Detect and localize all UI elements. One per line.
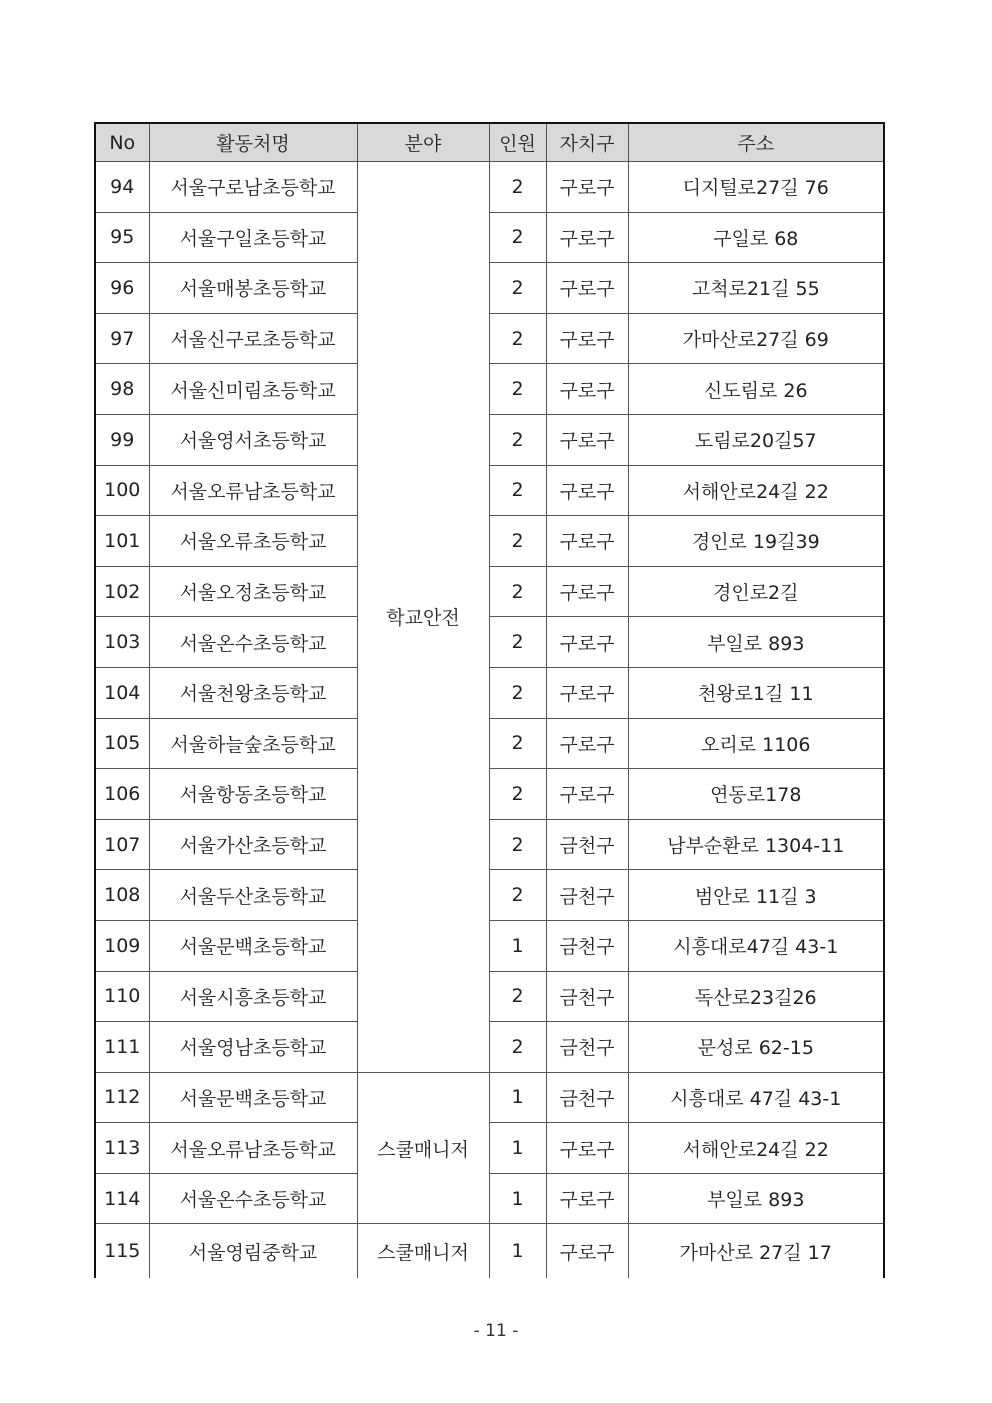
row-count: 2: [489, 465, 546, 516]
page-number: - 11 -: [473, 1321, 519, 1341]
row-district: 구로구: [546, 313, 628, 364]
row-district: 금천구: [546, 870, 628, 921]
row-count: 2: [489, 516, 546, 567]
row-name: 서울오류남초등학교: [149, 1123, 357, 1174]
header-field: 분야: [357, 123, 489, 162]
row-count: 2: [489, 1022, 546, 1073]
row-address: 독산로23길26: [628, 971, 884, 1022]
row-no: 97: [95, 313, 149, 364]
row-name: 서울구일초등학교: [149, 212, 357, 263]
row-count: 2: [489, 769, 546, 820]
row-name: 서울온수초등학교: [149, 617, 357, 668]
row-count: 2: [489, 667, 546, 718]
row-count: 2: [489, 617, 546, 668]
row-address: 도림로20길57: [628, 414, 884, 465]
row-field: 스쿨매니저: [357, 1072, 489, 1224]
row-name: 서울영남초등학교: [149, 1022, 357, 1073]
header-address: 주소: [628, 123, 884, 162]
row-district: 금천구: [546, 819, 628, 870]
row-no: 104: [95, 667, 149, 718]
row-no: 94: [95, 162, 149, 213]
row-district: 구로구: [546, 667, 628, 718]
row-count: 2: [489, 313, 546, 364]
row-address: 디지털로27길 76: [628, 162, 884, 213]
table-row: [95, 1173, 884, 1224]
row-no: 101: [95, 516, 149, 567]
row-field: 학교안전: [357, 162, 489, 1073]
row-address: 고척로21길 55: [628, 263, 884, 314]
row-no: 105: [95, 718, 149, 769]
table-row: [95, 971, 884, 1022]
row-name: 서울시흥초등학교: [149, 971, 357, 1022]
row-district: 구로구: [546, 769, 628, 820]
row-name: 서울가산초등학교: [149, 819, 357, 870]
row-address: 가마산로27길 69: [628, 313, 884, 364]
row-district: 구로구: [546, 1123, 628, 1174]
row-no: 99: [95, 414, 149, 465]
row-no: 109: [95, 920, 149, 971]
row-count: 1: [489, 1173, 546, 1224]
table-row: [95, 516, 884, 567]
header-no: No: [95, 123, 149, 162]
header-district: 자치구: [546, 123, 628, 162]
table-row: [95, 414, 884, 465]
row-district: 구로구: [546, 465, 628, 516]
row-name: 서울하늘숲초등학교: [149, 718, 357, 769]
row-no: 113: [95, 1123, 149, 1174]
row-district: 구로구: [546, 718, 628, 769]
row-name: 서울두산초등학교: [149, 870, 357, 921]
table-row: [95, 465, 884, 516]
row-address: 범안로 11길 3: [628, 870, 884, 921]
table-header-row: [95, 123, 884, 162]
table-row: [95, 920, 884, 971]
table-row: [95, 566, 884, 617]
row-name: 서울온수초등학교: [149, 1173, 357, 1224]
table-row: [95, 1072, 884, 1123]
row-address: 오리로 1106: [628, 718, 884, 769]
row-no: 114: [95, 1173, 149, 1224]
row-no: 112: [95, 1072, 149, 1123]
row-district: 구로구: [546, 516, 628, 567]
table-row: [95, 1123, 884, 1174]
table-row: [95, 364, 884, 415]
table-row: [95, 212, 884, 263]
row-district: 구로구: [546, 1224, 628, 1279]
row-count: 2: [489, 263, 546, 314]
row-address: 서해안로24길 22: [628, 465, 884, 516]
row-count: 2: [489, 819, 546, 870]
row-address: 경인로2길: [628, 566, 884, 617]
row-address: 신도림로 26: [628, 364, 884, 415]
table-row: [95, 819, 884, 870]
row-count: 2: [489, 566, 546, 617]
row-name: 서울문백초등학교: [149, 920, 357, 971]
row-count: 1: [489, 1224, 546, 1279]
table-row: [95, 870, 884, 921]
row-name: 서울오류남초등학교: [149, 465, 357, 516]
row-count: 2: [489, 414, 546, 465]
row-district: 구로구: [546, 212, 628, 263]
table-row: [95, 1224, 884, 1279]
row-name: 서울영서초등학교: [149, 414, 357, 465]
row-count: 1: [489, 1072, 546, 1123]
row-district: 구로구: [546, 1173, 628, 1224]
row-no: 102: [95, 566, 149, 617]
row-address: 가마산로 27길 17: [628, 1224, 884, 1279]
table-body: [95, 162, 884, 1279]
row-name: 서울매봉초등학교: [149, 263, 357, 314]
table-row: [95, 313, 884, 364]
row-no: 108: [95, 870, 149, 921]
row-district: 금천구: [546, 920, 628, 971]
row-address: 연동로178: [628, 769, 884, 820]
row-address: 부일로 893: [628, 1173, 884, 1224]
row-no: 111: [95, 1022, 149, 1073]
row-address: 경인로 19길39: [628, 516, 884, 567]
row-district: 구로구: [546, 364, 628, 415]
row-no: 103: [95, 617, 149, 668]
row-district: 금천구: [546, 1072, 628, 1123]
row-no: 107: [95, 819, 149, 870]
row-address: 시흥대로 47길 43-1: [628, 1072, 884, 1123]
row-name: 서울영림중학교: [149, 1224, 357, 1279]
row-address: 서해안로24길 22: [628, 1123, 884, 1174]
row-name: 서울문백초등학교: [149, 1072, 357, 1123]
table-row: [95, 617, 884, 668]
row-count: 1: [489, 920, 546, 971]
row-address: 시흥대로47길 43-1: [628, 920, 884, 971]
row-name: 서울신구로초등학교: [149, 313, 357, 364]
row-no: 106: [95, 769, 149, 820]
row-address: 부일로 893: [628, 617, 884, 668]
row-district: 구로구: [546, 414, 628, 465]
table-row: [95, 263, 884, 314]
row-count: 2: [489, 718, 546, 769]
table-row: [95, 1022, 884, 1073]
row-name: 서울오정초등학교: [149, 566, 357, 617]
row-district: 금천구: [546, 971, 628, 1022]
row-no: 100: [95, 465, 149, 516]
row-district: 구로구: [546, 617, 628, 668]
row-no: 110: [95, 971, 149, 1022]
row-address: 천왕로1길 11: [628, 667, 884, 718]
row-count: 1: [489, 1123, 546, 1174]
row-no: 96: [95, 263, 149, 314]
row-district: 금천구: [546, 1022, 628, 1073]
table-row: [95, 667, 884, 718]
row-name: 서울천왕초등학교: [149, 667, 357, 718]
row-field: 스쿨매니저: [357, 1224, 489, 1279]
table-row: [95, 718, 884, 769]
row-district: 구로구: [546, 263, 628, 314]
row-district: 구로구: [546, 566, 628, 617]
row-count: 2: [489, 212, 546, 263]
row-name: 서울오류초등학교: [149, 516, 357, 567]
row-count: 2: [489, 870, 546, 921]
row-name: 서울구로남초등학교: [149, 162, 357, 213]
header-count: 인원: [489, 123, 546, 162]
table-row: [95, 162, 884, 213]
header-name: 활동처명: [149, 123, 357, 162]
row-no: 95: [95, 212, 149, 263]
row-district: 구로구: [546, 162, 628, 213]
row-no: 115: [95, 1224, 149, 1279]
row-count: 2: [489, 162, 546, 213]
school-activity-table: [94, 122, 885, 1278]
row-address: 구일로 68: [628, 212, 884, 263]
row-name: 서울항동초등학교: [149, 769, 357, 820]
table-row: [95, 769, 884, 820]
row-no: 98: [95, 364, 149, 415]
row-address: 문성로 62-15: [628, 1022, 884, 1073]
row-address: 남부순환로 1304-11: [628, 819, 884, 870]
row-count: 2: [489, 364, 546, 415]
row-name: 서울신미림초등학교: [149, 364, 357, 415]
row-count: 2: [489, 971, 546, 1022]
